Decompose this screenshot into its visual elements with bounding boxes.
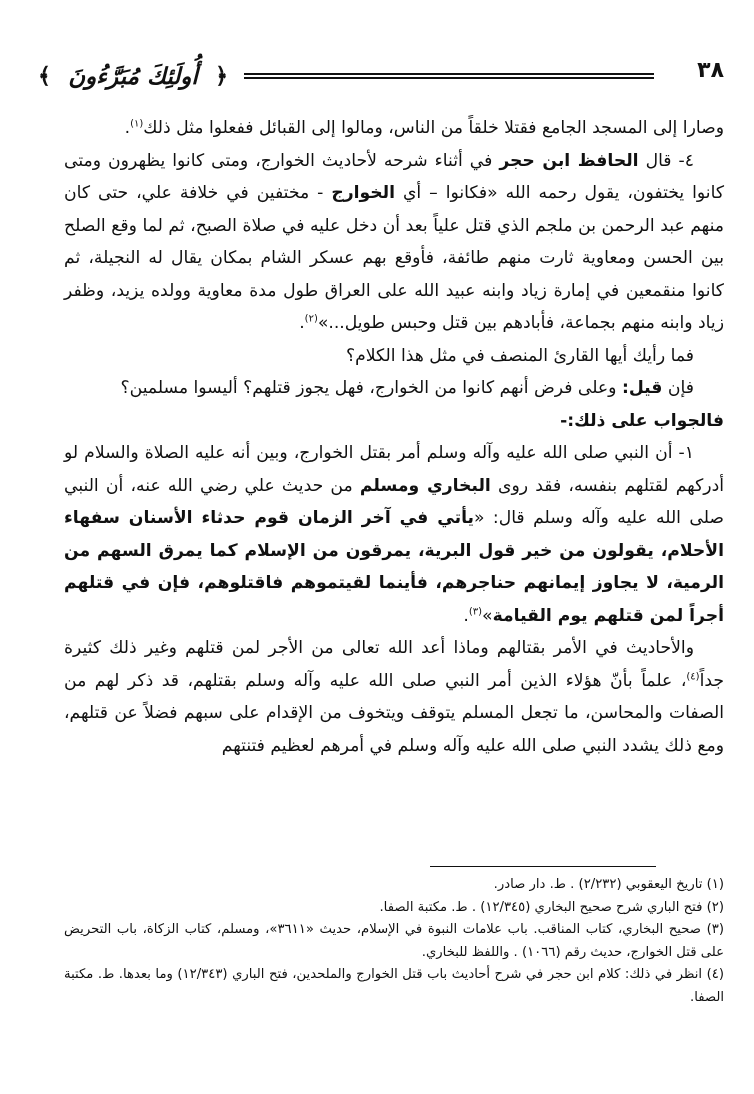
footnotes (64, 874, 724, 1010)
footnote-2: (٢) فتح الباري شرح صحيح البخاري (١٢/٣٤٥) . ط. مكتبة الصفا. (379, 899, 724, 915)
paragraph-6-lead: ١- أن النبي صلى الله عليه وآله وسلم أمر بقتل الخوارج، وبين أنه عليه الصلاة والسلام لو أدركهم لقتلهم بنفسه، فقد روى (64, 443, 724, 496)
paragraph-1 (64, 112, 724, 145)
footnote-ref-3: (٣) (468, 605, 483, 617)
running-title-block (38, 56, 228, 96)
paragraph-7 (64, 632, 724, 762)
footnote-ref-4: (٤) (686, 670, 700, 682)
paragraph-4-lead: فإن (662, 378, 694, 398)
paragraph-2 (64, 145, 724, 340)
ornamental-bracket-left: ﴾ (38, 63, 51, 89)
paragraph-2-lead: ٤- قال (638, 150, 694, 171)
paragraph-3: فما رأيك أيها القارئ المنصف في مثل هذا الكلام؟ (345, 345, 694, 366)
names-bukhari-muslim: البخاري ومسلم (359, 475, 491, 496)
name-ibn-hajar: الحافظ ابن حجر (499, 150, 639, 171)
paragraph-7-text-b: ، علماً بأنّ هؤلاء الذين أمر النبي صلى الله عليه وآله وسلم بقتلهم، قد ذكر لهم من الصفات والمحاسن، ما تجعل المسلم يتوقف ويتخوف من الإقدام على سبهم فضلاً عن قتلهم، ومع ذلك يشدد النبي صلى الله عليه وآله وسلم في أمرهم لعظيم فتنتهم (64, 670, 724, 756)
footnote-3: (٣) صحيح البخاري، كتاب المناقب. باب علامات النبوة في الإسلام، حديث «٣٦١١»، ومسلم، كتاب الزكاة، باب التحريض على قتل الخوارج، حديث رقم (١٠٦٦) . واللفظ للبخاري. (64, 922, 724, 960)
hadith-text: يأتي في آخر الزمان قوم حدثاء الأسنان سفهاء الأحلام، يقولون من خير قول البرية، يمرقون من الإسلام كما يمرق السهم من الرمية، لا يجاوز إيمانهم حناجرهم، فأينما لقيتموهم فاقتلوهم، فإن في قتلهم أجراً لمن قتلهم يوم القيامة (64, 508, 724, 626)
page-number: ٣٨ (697, 58, 724, 83)
paragraph-2-end: . (299, 313, 305, 333)
paragraph-7-text-a: والأحاديث في الأمر بقتالهم وماذا أعد الله تعالى من الأجر لمن قتلهم وغير ذلك كثيرة جداً (64, 638, 724, 691)
main-text (64, 112, 724, 762)
paragraph-1-text: وصارا إلى المسجد الجامع فقتلا خلقاً من الناس، ومالوا إلى القبائل ففعلوا مثل ذلك (143, 118, 724, 138)
paragraph-6-text: من حديث علي رضي الله عنه، أن النبي صلى الله عليه وآله وسلم قال: « (64, 475, 724, 528)
ornamental-bracket-right: ﴿ (215, 63, 228, 89)
running-title: أُولَئِكَ مُبَرَّءُونَ (68, 62, 198, 90)
term-qil: قيل: (621, 378, 663, 398)
footnote-ref-2: (٢) (304, 313, 318, 325)
footnote-ref-1: (١) (130, 118, 144, 130)
hadith-close-quote: » (482, 605, 493, 626)
footnote-separator (430, 866, 656, 867)
paragraph-4 (64, 372, 724, 405)
answer-heading: فالجواب على ذلك:- (560, 410, 724, 431)
page-header (38, 56, 724, 96)
footnote-4: (٤) انظر في ذلك: كلام ابن حجر في شرح أحاديث باب قتل الخوارج والملحدين، فتح الباري (١٢/٣٤٣) وما بعدها. ط. مكتبة الصفا. (64, 967, 724, 1005)
paragraph-4-text: وعلى فرض أنهم كانوا من الخوارج، فهل يجوز قتلهم؟ أليسوا مسلمين؟ (120, 378, 622, 398)
header-double-rule (244, 73, 654, 79)
paragraph-6 (64, 437, 724, 632)
term-khawarij: الخوارج (331, 183, 395, 203)
paragraph-1-end: . (124, 118, 131, 138)
paragraph-2-text-b: - مختفين في خلافة علي، حتى كان منهم عبد الرحمن بن ملجم الذي قتل علياً بعد أن دخل عليه في صلاة الصبح، ثم لما وقع الصلح بين الحسن ومعاوية ثارت منهم طائفة، فأوقع بهم عسكر الشام بمكان يقال له النجيلة، ثم كانوا منقمعين في إمارة زياد وابنه عبيد الله على العراق طول مدة معاوية وولده يزيد، وظفر زياد وابنه منهم بجماعة، فأبادهم بين قتل وحبس طويل...» (64, 183, 724, 333)
footnote-1: (١) تاريخ اليعقوبي (٢/٢٣٢) . ط. دار صادر. (493, 877, 724, 892)
paragraph-6-end: . (463, 605, 469, 626)
paragraph-2-text-a: في أثناء شرحه لأحاديث الخوارج، ومتى كانوا يظهرون ومتى كانوا يختفون، يقول رحمه الله «فكانوا – أي (64, 150, 724, 203)
